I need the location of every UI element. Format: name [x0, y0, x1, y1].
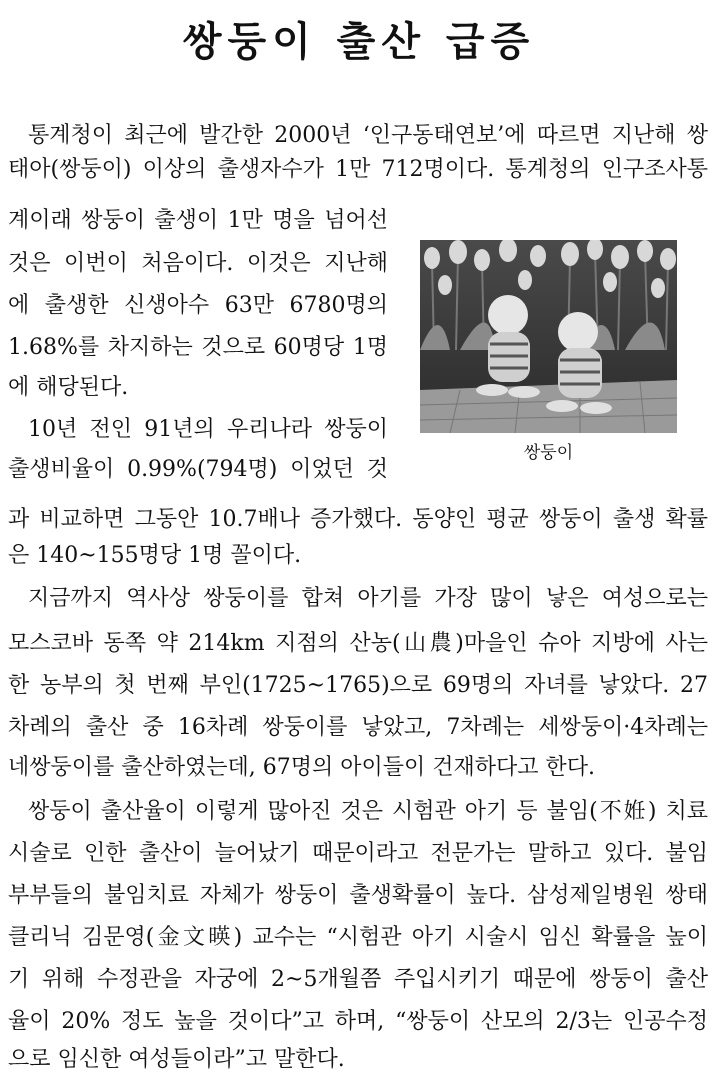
text-line: 지금까지 역사상 쌍둥이를 합쳐 아기를 가장 많이 낳은 여성으로는	[28, 586, 708, 611]
text-line: 율이 20% 정도 높을 것이다”고 하며, “쌍둥이 산모의 2/3는 인공수정	[8, 1009, 708, 1034]
text-line: 계이래 쌍둥이 출생이 1만 명을 넘어선	[8, 208, 388, 233]
text-line: 1.68%를 차지하는 것으로 60명당 1명	[8, 335, 388, 360]
text-line: 태아(쌍둥이) 이상의 출생자수가 1만 712명이다. 통계청의 인구조사통	[8, 157, 708, 182]
text-line: 차례의 출산 중 16차례 쌍둥이를 낳았고, 7차례는 세쌍둥이·4차례는	[8, 715, 708, 740]
text-line: 기 위해 수정관을 자궁에 2~5개월쯤 주입시키기 때문에 쌍둥이 출산	[8, 967, 708, 992]
text-line: 시술로 인한 출산이 늘어났기 때문이라고 전문가는 말하고 있다. 불임	[8, 841, 708, 866]
text-line: 10년 전인 91년의 우리나라 쌍둥이	[28, 417, 388, 442]
text-line: 으로 임신한 여성들이라”고 말한다.	[8, 1047, 345, 1072]
text-line: 통계청이 최근에 발간한 2000년 ‘인구동태연보’에 따르면 지난해 쌍	[28, 123, 708, 148]
text-line: 출생비율이 0.99%(794명) 이었던 것	[8, 457, 388, 482]
text-line: 과 비교하면 그동안 10.7배나 증가했다. 동양인 평균 쌍둥이 출생 확률	[8, 507, 708, 532]
text-line: 쌍둥이 출산율이 이렇게 많아진 것은 시험관 아기 등 불임(不姙) 치료	[28, 799, 708, 824]
text-line: 에 해당된다.	[8, 375, 129, 400]
text-line: 부부들의 불임치료 자체가 쌍둥이 출생확률이 높다. 삼성제일병원 쌍태	[8, 883, 708, 908]
text-line: 클리닉 김문영(金文暎) 교수는 “시험관 아기 시술시 임신 확률을 높이	[8, 925, 708, 950]
text-line: 은 140~155명당 1명 꼴이다.	[8, 543, 302, 568]
photo-caption: 쌍둥이	[523, 443, 574, 463]
text-line: 네쌍둥이를 출산하였는데, 67명의 아이들이 건재하다고 한다.	[8, 755, 595, 780]
article-title: 쌍둥이 출산 급증	[182, 18, 536, 65]
text-line: 모스코바 동쪽 약 214km 지점의 산농(山農)마을인 슈아 지방에 사는	[8, 631, 708, 656]
text-line: 한 농부의 첫 번째 부인(1725~1765)으로 69명의 자녀를 낳았다. 27	[8, 673, 708, 698]
text-line: 에 출생한 신생아수 63만 6780명의	[8, 293, 388, 318]
text-line: 것은 이번이 처음이다. 이것은 지난해	[8, 251, 388, 276]
twins-photo	[420, 240, 677, 433]
